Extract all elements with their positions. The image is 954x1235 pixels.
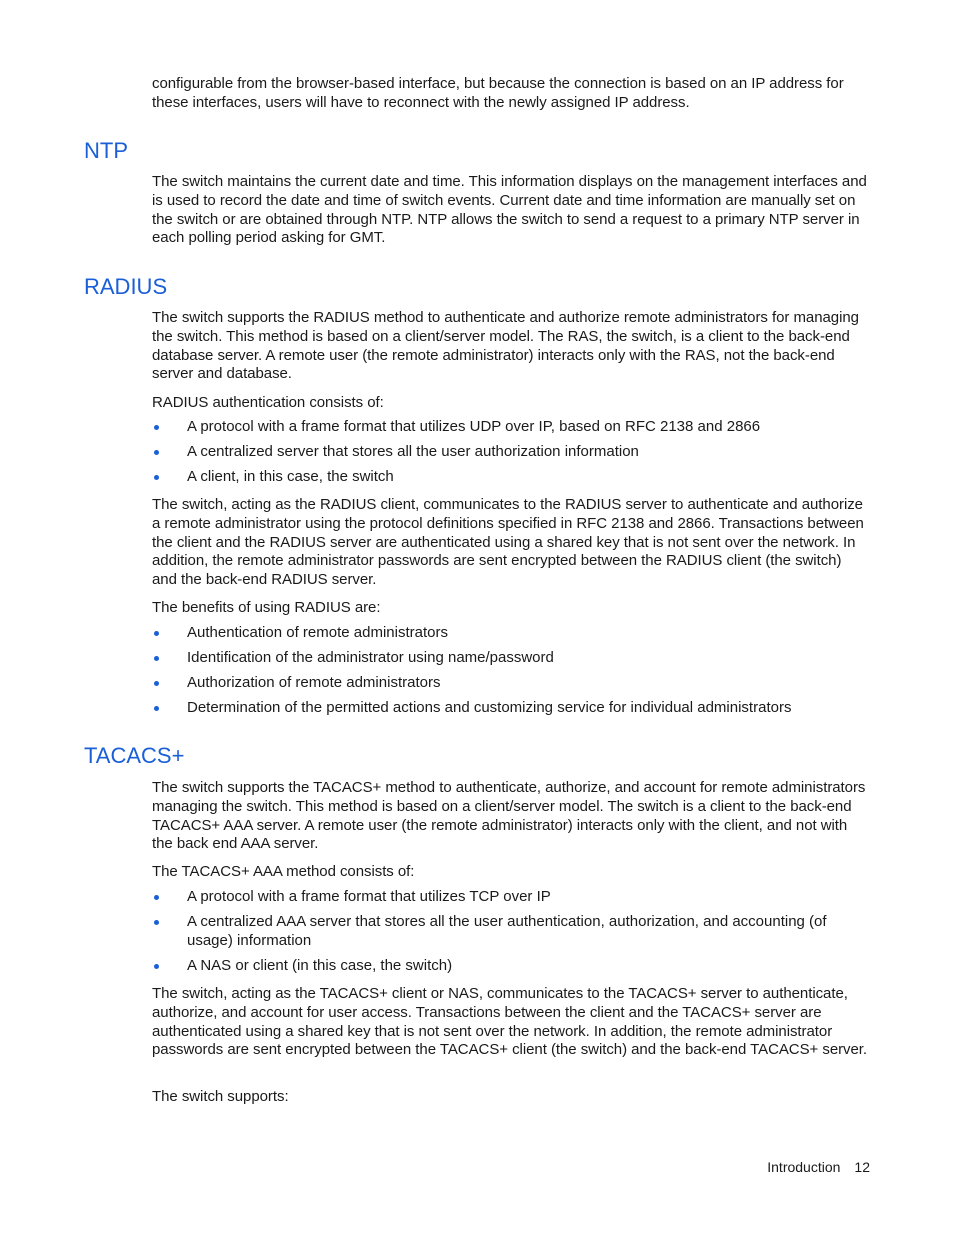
- list-item: [152, 888, 870, 907]
- tacacs-paragraph-1: The switch supports the TACACS+ method to authenticate, authorize, and account for remote administrators managing the switch. This method is based on a client/server model. The switch is a client to the back-end TACACS+ AAA server. A remote user (the remote administrator) interacts only with the client, and not with the back end AAA server.: [152, 779, 866, 853]
- list-item-text: A centralized server that stores all the user authorization information: [187, 442, 639, 460]
- bullet-icon: [154, 631, 159, 636]
- bullet-icon: [154, 475, 159, 480]
- list-item-text: Identification of the administrator using name/password: [187, 648, 554, 666]
- list-item: [152, 674, 870, 693]
- list-item-text: A protocol with a frame format that utilizes TCP over IP: [187, 888, 551, 905]
- bullet-icon: [154, 706, 159, 711]
- list-item: [152, 624, 870, 643]
- list-item-text: A centralized AAA server that stores all the user authentication, authorization, and accounting (of usage) information: [187, 912, 827, 949]
- page-footer: [767, 1158, 870, 1176]
- bullet-icon: [154, 681, 159, 686]
- radius-heading: RADIUS: [84, 274, 168, 299]
- list-item: [152, 468, 870, 487]
- ntp-heading: NTP: [84, 138, 128, 163]
- tacacs-paragraph-2: The switch, acting as the TACACS+ client or NAS, communicates to the TACACS+ server to authenticate, authorize, and account for user access. Transactions between the client and the TACACS+ server are authenticated using a shared key that is not sent over the network. In addition, the remote administrator passwords are sent encrypted between the TACACS+ client (the switch) and the back-end TACACS+ server.: [152, 985, 868, 1059]
- list-item: [152, 913, 870, 951]
- ntp-paragraph: The switch maintains the current date and time. This information displays on the management interfaces and is used to record the date and time of switch events. Current date and time information are manually set on the switch or are obtained through NTP. NTP allows the switch to send a request to a primary NTP server in each polling period asking for GMT.: [152, 173, 867, 247]
- bullet-icon: [154, 920, 159, 925]
- radius-paragraph-2: The switch, acting as the RADIUS client, communicates to the RADIUS server to authenticate and authorize a remote administrator using the protocol definitions specified in RFC 2138 and 2866. Transactions between the client and the RADIUS server are authenticated using a shared key that is not sent over the network. In addition, the remote administrator passwords are sent encrypted between the RADIUS client (the switch) and the back-end RADIUS server.: [152, 496, 864, 589]
- intro-paragraph: configurable from the browser-based interface, but because the connection is based on an IP address for these interfaces, users will have to reconnect with the newly assigned IP address.: [152, 75, 844, 111]
- list-item-text: A NAS or client (in this case, the switch): [187, 956, 453, 974]
- footer-section-title: Introduction: [767, 1159, 841, 1175]
- tacacs-closing: The switch supports:: [152, 1088, 289, 1105]
- bullet-icon: [154, 895, 159, 900]
- radius-list-1-intro: RADIUS authentication consists of:: [152, 394, 384, 411]
- list-item-text: A protocol with a frame format that utilizes UDP over IP, based on RFC 2138 and 2866: [187, 418, 761, 435]
- list-item: [152, 957, 870, 976]
- tacacs-method-list: [152, 888, 870, 982]
- list-item: [152, 418, 870, 437]
- list-item-text: Determination of the permitted actions and customizing service for individual administrators: [187, 698, 792, 716]
- tacacs-list-1-intro: The TACACS+ AAA method consists of:: [152, 863, 415, 880]
- tacacs-heading: TACACS+: [84, 743, 185, 768]
- list-item: [152, 699, 870, 718]
- list-item-text: Authentication of remote administrators: [187, 624, 448, 641]
- bullet-icon: [154, 425, 159, 430]
- bullet-icon: [154, 964, 159, 969]
- list-item: [152, 649, 870, 668]
- radius-list-2-intro: The benefits of using RADIUS are:: [152, 599, 381, 616]
- list-item-text: A client, in this case, the switch: [187, 467, 394, 485]
- list-item: [152, 443, 870, 462]
- radius-auth-list: [152, 418, 870, 493]
- radius-paragraph-1: The switch supports the RADIUS method to authenticate and authorize remote administrators for managing the switch. This method is based on a client/server model. The RAS, the switch, is a client to the back-end database server. A remote user (the remote administrator) interacts only with the RAS, not the back-end server and database.: [152, 309, 859, 383]
- radius-benefits-list: [152, 624, 870, 724]
- bullet-icon: [154, 450, 159, 455]
- page-number: 12: [854, 1159, 870, 1175]
- list-item-text: Authorization of remote administrators: [187, 673, 441, 691]
- bullet-icon: [154, 656, 159, 661]
